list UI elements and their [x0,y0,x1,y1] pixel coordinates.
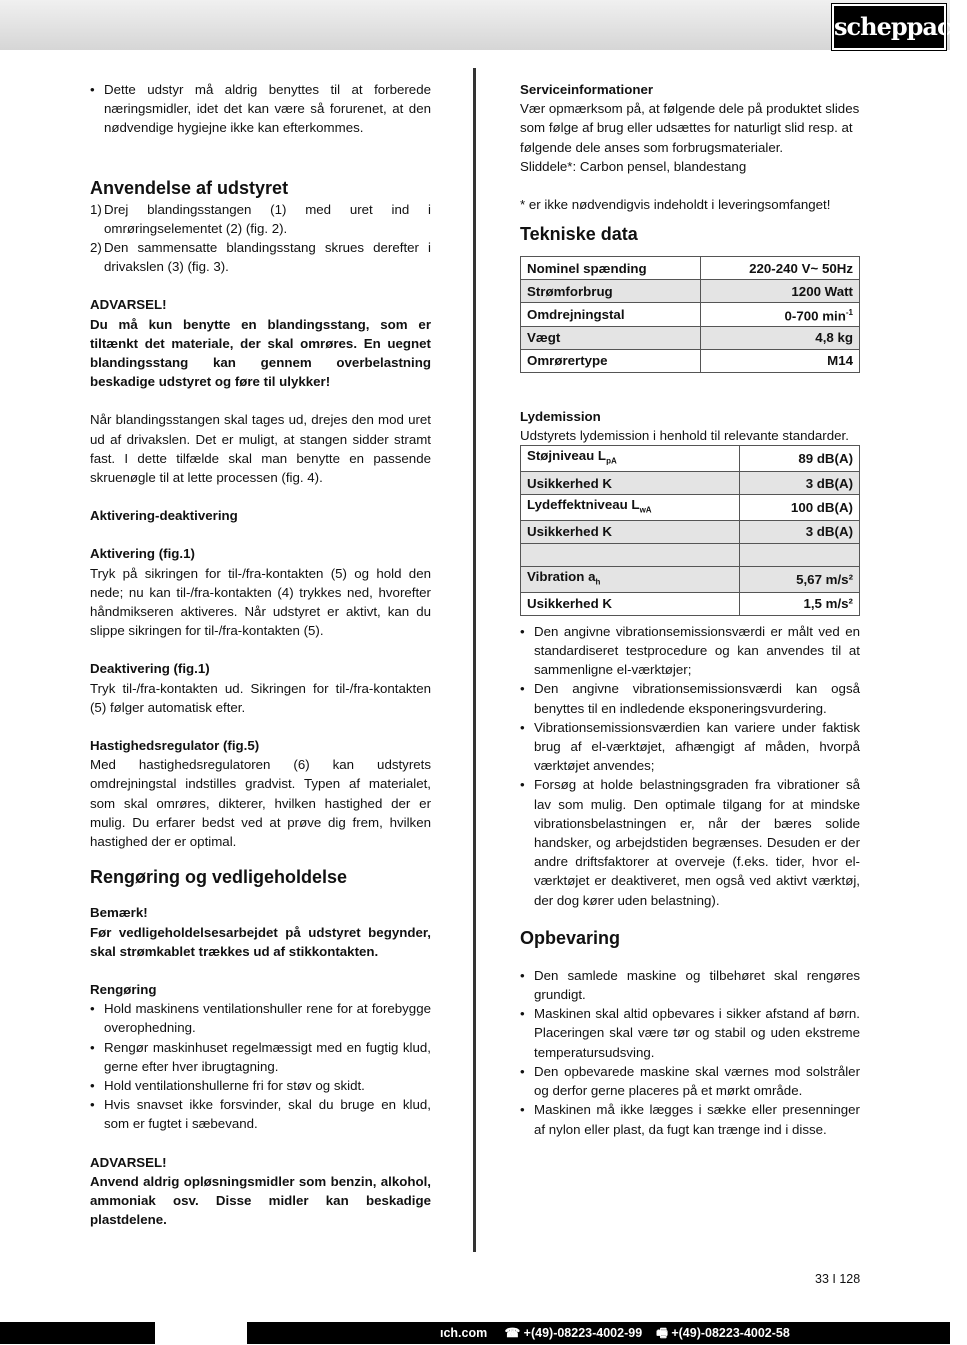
row-label-subscript: wA [639,505,652,515]
table-row [521,592,860,615]
footer-contact [440,1322,790,1344]
right-column [520,80,860,1139]
row-label-text: Usikkerhed K [527,524,612,540]
row-label-text: Usikkerhed K [527,596,612,612]
list-item: • Rengør maskinhuset regelmæssigt med en fugtig klud, gerne efter hver ibrugtagning. [90,1038,431,1076]
row-value-text: 220-240 V~ 50Hz [749,260,853,276]
storage-list [520,966,860,1139]
row-label [521,472,740,495]
row-value-text: 0-700 min [784,308,846,324]
speed-subheading: Hastighedsregulator (fig.5) [90,738,260,754]
row-value [701,303,860,327]
row-label [521,566,740,592]
row-value-text: M14 [827,353,853,369]
row-label [521,257,701,280]
noise-table [520,445,860,616]
row-label-text: Vægt [527,330,561,346]
noise-text: Udstyrets lydemission i henhold til relevante standarder. [520,428,849,444]
row-value-text: 89 dB(A) [798,451,853,467]
footer-website[interactable]: ıch.com [440,1326,488,1340]
row-value [740,472,860,495]
tech-data-table [520,256,860,373]
cleaning-subheading: Rengøring [90,981,157,997]
row-label [521,280,701,303]
row-value [701,280,860,303]
list-item: • Maskinen må ikke lægges i sække eller presenninger af nylon eller plast, da fugt kan trænge ind i disse. [520,1100,860,1138]
footer-fax: 🖷 +(49)-08223-4002-58 [656,1326,790,1340]
row-label-text: Vibration a [527,568,596,584]
row-label [521,592,740,615]
row-label-text: Omdrejningstal [527,306,625,322]
activation-subheading: Aktivering (fig.1) [90,546,195,562]
storage-heading: Opbevaring [520,927,621,948]
table-row [521,495,860,521]
warning-label: ADVARSEL! [90,297,167,313]
row-value [740,543,860,566]
row-label [521,303,701,327]
row-value-text: 1,5 m/s² [803,596,853,612]
row-value-superscript: -1 [845,308,853,318]
step-text: Den sammensatte blandingsstang skrues derefter i drivakslen (3) (fig. 3). [104,240,431,275]
activation-text: Tryk på sikringen for til-/fra-kontakten (5) og hold den nede; nu kan til-/fra-kontakten (4) trykkes ned, hvorefter håndmikseren aktiveres. Når udstyret er aktivt, kan du slippe sikringen for til-/fra-kontakten (5). [90,565,431,639]
table-row [521,349,860,372]
cleaning-list [90,999,431,1133]
footnote: * er ikke nødvendigvis indeholdt i leveringsomfanget! [520,197,831,213]
warning-text: Du må kun benytte en blandingsstang, som er tiltænkt det materiale, der skal omrøres. En uegnet blandingsstang kan gennem overbelastning beskadige udstyret og føre til ulykker! [90,316,431,390]
row-label [521,495,740,521]
row-label-text: Usikkerhed K [527,475,612,491]
row-value-text: 5,67 m/s² [796,571,853,587]
row-value [740,566,860,592]
row-value [701,349,860,372]
list-item: • Vibrationsemissionsværdien kan variere under faktisk brug af el-værktøjet, afhængigt af måden, hvorpå værktøjet anvendes; [520,718,860,776]
list-item: • Hvis snavset ikke forsvinder, skal du bruge en klud, som er fugtet i sæbevand. [90,1095,431,1133]
remove-text: Når blandingsstangen skal tages ud, drejes den mod uret ud af drivakslen. Det er muligt, at stangen sidder stramt fast. I dette tilfælde skal man benytte en passende skruenøgle til at lette processen (fig. 4). [90,412,431,486]
row-label-text: Lydeffektniveau L [527,497,640,513]
list-item: • Hold maskinens ventilationshuller rene for at forebygge overophedning. [90,999,431,1037]
table-row [521,566,860,592]
table-row [521,472,860,495]
vibration-list [520,622,860,910]
deactivation-subheading: Deaktivering (fig.1) [90,661,210,677]
table-row [521,257,860,280]
row-label-subscript: pA [606,456,617,466]
wear-parts: Sliddele*: Carbon pensel, blandestang [520,158,747,174]
row-value [740,592,860,615]
row-value [740,495,860,521]
row-label [521,543,740,566]
step-number: 1) [90,201,102,217]
table-row [521,280,860,303]
speed-text: Med hastighedsregulatoren (6) kan udstyrets omdrejningstal indstilles gradvist. Typen af materialet, som skal omrøres, dikterer, hvilken hastighed der er mulig. Du erfarer bedst ved at prøve dig frem, hvilken hastighed der er optimal. [90,757,431,850]
list-item: • Den opbevarede maskine skal værnes mod solstråler og derfor gerne placeres på et mørkt område. [520,1062,860,1100]
note-label: Bemærk! [90,905,148,921]
footer-gap [155,1322,247,1344]
intro-list [90,80,431,138]
list-item: • Dette udstyr må aldrig benyttes til at forberede næringsmidler, idet det kan være så forurenet, at den nødvendige hygiejne ikke kan efterkommes. [90,80,431,138]
use-heading: Anvendelse af udstyret [90,177,289,198]
row-label [521,349,701,372]
service-heading: Serviceinformationer [520,82,654,97]
row-label [521,520,740,543]
warning2-text: Anvend aldrig opløsningsmidler som benzin, alkohol, ammoniak osv. Disse midler kan beskadige plastdelene. [90,1173,431,1228]
list-item: • Forsøg at holde belastningsgraden fra vibrationer så lav som mulig. Den optimale tilgang for at mindske vibrationsbelastningen er, når der bæres solide handsker, og arbejdstiden begrænses. Desuden er der andre driftsfaktorer at overveje (f.eks. tider, hvor el-værktøjet er deaktiveret, men også ved aktivt værktøj, der dog kører uden belastning). [520,775,860,909]
row-value [740,520,860,543]
list-item: • Den samlede maskine og tilbehøret skal rengøres grundigt. [520,966,860,1004]
list-item [90,238,431,276]
table-row [521,446,860,472]
warning2-label: ADVARSEL! [90,1154,167,1170]
deactivation-text: Tryk til-/fra-kontakten ud. Sikringen for til-/fra-kontakten (5) følger automatisk efter. [90,680,431,715]
header-bar [0,0,950,50]
row-label [521,326,701,349]
list-item: • Maskinen skal altid opbevares i sikker afstand af børn. Placeringen skal være tør og stabil og uden ekstreme temperatursudsving. [520,1004,860,1062]
list-item: • Hold ventilationshullerne fri for støv og skidt. [90,1076,431,1095]
activation-heading: Aktivering-deaktivering [90,508,238,524]
step-text: Drej blandingsstangen (1) med uret ind i omrøringselementet (2) (fig. 2). [104,201,431,236]
row-value-text: 1200 Watt [791,283,853,299]
row-label-subscript: h [595,577,601,587]
row-value [701,326,860,349]
service-text: Vær opmærksom på, at følgende dele på produktet slides som følge af brug eller udsættes for naturligt slid resp. at følgende dele anses som forbrugsmaterialer. [520,101,860,155]
list-item: • Den angivne vibrationsemissionsværdi kan også benyttes til en indledende eksponeringsvurdering. [520,679,860,717]
table-row [521,520,860,543]
left-column [90,80,431,1229]
page-number: 33 I 128 [815,1272,861,1286]
list-item [90,200,431,238]
row-label-text: Nominel spænding [527,260,647,276]
column-divider [473,68,476,1252]
table-row [521,326,860,349]
list-item: • Den angivne vibrationsemissionsværdi er målt ved en standardiseret testprocedure og kan anvendes til at sammenligne el-værktøjer; [520,622,860,680]
row-label-text: Omrørertype [527,353,608,369]
footer-phone: ☎ +(49)-08223-4002-99 [504,1326,643,1340]
step-number: 2) [90,240,102,256]
row-label [521,446,740,472]
row-value-text: 100 dB(A) [790,499,853,515]
row-value-text: 4,8 kg [815,330,853,346]
table-row [521,543,860,566]
noise-heading: Lydemission [520,408,601,424]
row-label-text: Strømforbrug [527,283,613,299]
cleaning-heading: Rengøring og vedligeholdelse [90,867,348,888]
row-value-text: 3 dB(A) [805,524,853,540]
row-label-text: Støjniveau L [527,448,607,464]
brand-logo: scheppach [832,4,946,50]
use-steps [90,200,431,277]
note-text: Før vedligeholdelsesarbejdet på udstyret begynder, skal strømkablet trækkes ud af stikkontakten. [90,924,431,959]
row-value [740,446,860,472]
row-value-text: 3 dB(A) [805,475,853,491]
tech-heading: Tekniske data [520,224,638,245]
row-value [701,257,860,280]
table-row [521,303,860,327]
